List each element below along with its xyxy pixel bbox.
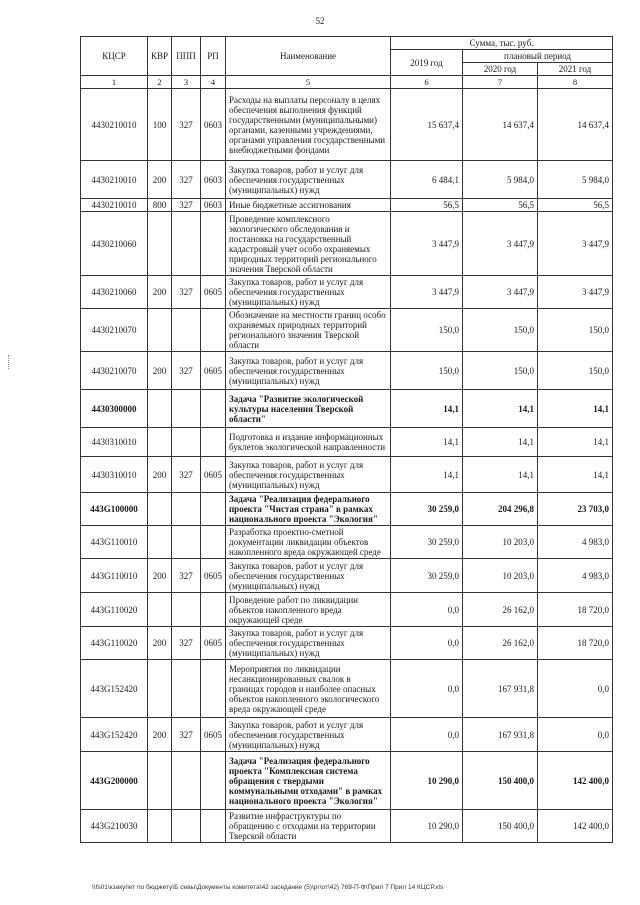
cell-2021: 14 637,4 — [538, 89, 613, 161]
cell-ppp — [172, 309, 201, 352]
cell-2019: 56,5 — [391, 199, 463, 212]
cell-2020: 14,1 — [463, 390, 538, 428]
table-row — [81, 428, 613, 457]
cell-ppp — [172, 593, 201, 627]
cell-rp: 0603 — [201, 161, 226, 199]
cell-rp: 0605 — [201, 627, 226, 660]
cell-2019: 30 259,0 — [391, 526, 463, 559]
table-row — [81, 89, 613, 161]
cell-2021: 14,1 — [538, 428, 613, 457]
cell-ppp — [172, 493, 201, 526]
header-name: Наименование — [226, 37, 391, 76]
cell-2019: 0,0 — [391, 627, 463, 660]
column-number: 4 — [201, 76, 226, 89]
cell-rp: 0603 — [201, 89, 226, 161]
cell-ppp — [172, 390, 201, 428]
cell-2019: 0,0 — [391, 718, 463, 752]
cell-kcsr: 4430310010 — [81, 428, 148, 457]
cell-ppp — [172, 428, 201, 457]
cell-rp — [201, 212, 226, 276]
column-number: 3 — [172, 76, 201, 89]
table-row — [81, 526, 613, 559]
budget-table — [80, 36, 613, 843]
column-number: 8 — [538, 76, 613, 89]
cell-2021: 14,1 — [538, 390, 613, 428]
cell-ppp: 327 — [172, 457, 201, 493]
cell-name: Закупка товаров, работ и услуг для обеспечения государственных (муниципальных) нужд — [226, 627, 391, 660]
cell-2020: 14,1 — [463, 457, 538, 493]
header-2020: 2020 год — [463, 63, 538, 76]
cell-2019: 30 259,0 — [391, 493, 463, 526]
cell-2021: 18 720,0 — [538, 593, 613, 627]
cell-rp — [201, 390, 226, 428]
cell-kcsr: 443G152420 — [81, 718, 148, 752]
table-row — [81, 810, 613, 843]
column-number-row — [81, 76, 613, 89]
cell-ppp: 327 — [172, 276, 201, 309]
cell-name: Проведение комплексного экологического обследования и постановка на государственный кадастровый учет особо охраняемых природных территорий регионального значения Тверской области — [226, 212, 391, 276]
cell-2021: 14,1 — [538, 457, 613, 493]
cell-kvr — [148, 593, 172, 627]
cell-kcsr: 443G110010 — [81, 559, 148, 593]
cell-2021: 150,0 — [538, 309, 613, 352]
header-kcsr: КЦСР — [81, 37, 148, 76]
header-2021: 2021 год — [538, 63, 613, 76]
cell-2020: 10 203,0 — [463, 526, 538, 559]
cell-kcsr: 4430310010 — [81, 457, 148, 493]
cell-name: Задача "Реализация федерального проекта "Комплексная система обращения с твердыми коммунальными отходами" в рамках национального проекта "Экология" — [226, 752, 391, 810]
header-ppp: ППП — [172, 37, 201, 76]
cell-kcsr: 4430210070 — [81, 309, 148, 352]
table-row — [81, 752, 613, 810]
cell-2019: 3 447,9 — [391, 212, 463, 276]
header-kvr: КВР — [148, 37, 172, 76]
cell-2020: 26 162,0 — [463, 593, 538, 627]
cell-name: Подготовка и издание информационных буклетов экологической направленности — [226, 428, 391, 457]
margin-mark — [8, 355, 10, 369]
cell-2021: 5 984,0 — [538, 161, 613, 199]
cell-kcsr: 443G210030 — [81, 810, 148, 843]
cell-kvr: 200 — [148, 559, 172, 593]
cell-2020: 14,1 — [463, 428, 538, 457]
cell-rp — [201, 810, 226, 843]
column-number: 1 — [81, 76, 148, 89]
cell-2020: 150 400,0 — [463, 752, 538, 810]
cell-kvr: 200 — [148, 161, 172, 199]
cell-name: Закупка товаров, работ и услуг для обеспечения государственных (муниципальных) нужд — [226, 352, 391, 390]
cell-2019: 6 484,1 — [391, 161, 463, 199]
cell-2020: 167 931,8 — [463, 718, 538, 752]
cell-rp — [201, 660, 226, 718]
cell-kcsr: 4430300000 — [81, 390, 148, 428]
cell-kcsr: 443G200000 — [81, 752, 148, 810]
cell-2019: 30 259,0 — [391, 559, 463, 593]
cell-2020: 14 637,4 — [463, 89, 538, 161]
table-row — [81, 352, 613, 390]
cell-2021: 4 983,0 — [538, 526, 613, 559]
cell-2020: 5 984,0 — [463, 161, 538, 199]
cell-2021: 150,0 — [538, 352, 613, 390]
cell-2020: 150,0 — [463, 309, 538, 352]
cell-2021: 0,0 — [538, 660, 613, 718]
cell-kvr — [148, 212, 172, 276]
cell-2021: 0,0 — [538, 718, 613, 752]
header-plan-period: плановый период — [463, 50, 613, 63]
cell-2020: 150 400,0 — [463, 810, 538, 843]
table-row — [81, 593, 613, 627]
table-row — [81, 276, 613, 309]
cell-kcsr: 4430210060 — [81, 276, 148, 309]
cell-ppp: 327 — [172, 199, 201, 212]
table-row — [81, 212, 613, 276]
cell-kvr — [148, 428, 172, 457]
cell-kcsr: 4430210060 — [81, 212, 148, 276]
cell-kvr — [148, 752, 172, 810]
cell-name: Обозначение на местности границ особо охраняемых природных территорий регионального значения Тверской области — [226, 309, 391, 352]
cell-2021: 23 703,0 — [538, 493, 613, 526]
cell-kvr: 200 — [148, 276, 172, 309]
table-row — [81, 309, 613, 352]
cell-kvr: 200 — [148, 352, 172, 390]
cell-ppp — [172, 526, 201, 559]
cell-kvr — [148, 493, 172, 526]
table-row — [81, 660, 613, 718]
cell-2020: 204 296,8 — [463, 493, 538, 526]
cell-name: Проведение работ по ликвидации объектов накопленного вреда окружающей среде — [226, 593, 391, 627]
cell-kcsr: 443G110010 — [81, 526, 148, 559]
cell-2019: 14,1 — [391, 457, 463, 493]
table-row — [81, 627, 613, 660]
cell-ppp — [172, 660, 201, 718]
cell-rp — [201, 526, 226, 559]
cell-ppp — [172, 752, 201, 810]
cell-kvr: 100 — [148, 89, 172, 161]
cell-2020: 56,5 — [463, 199, 538, 212]
header-sum: Сумма, тыс. руб. — [391, 37, 613, 50]
cell-rp: 0605 — [201, 718, 226, 752]
cell-2019: 0,0 — [391, 593, 463, 627]
table-row — [81, 161, 613, 199]
cell-ppp: 327 — [172, 352, 201, 390]
cell-rp: 0605 — [201, 559, 226, 593]
cell-2021: 56,5 — [538, 199, 613, 212]
table-row — [81, 559, 613, 593]
cell-rp — [201, 752, 226, 810]
cell-name: Задача "Реализация федерального проекта "Чистая страна" в рамках национального проекта "Экология" — [226, 493, 391, 526]
cell-kvr — [148, 309, 172, 352]
page-number: 52 — [315, 16, 325, 26]
cell-name: Закупка товаров, работ и услуг для обеспечения государственных (муниципальных) нужд — [226, 718, 391, 752]
cell-kcsr: 4430210010 — [81, 199, 148, 212]
cell-kvr: 200 — [148, 627, 172, 660]
cell-kvr — [148, 660, 172, 718]
cell-name: Задача "Развитие экологической культуры населения Тверской области" — [226, 390, 391, 428]
cell-ppp: 327 — [172, 627, 201, 660]
cell-rp — [201, 428, 226, 457]
cell-kcsr: 4430210010 — [81, 89, 148, 161]
header-2019: 2019 год — [391, 50, 463, 76]
cell-name: Разработка проектно-сметной документации ликвидации объектов накопленного вреда окружающей среде — [226, 526, 391, 559]
cell-kvr — [148, 810, 172, 843]
cell-2019: 14,1 — [391, 428, 463, 457]
cell-kvr — [148, 526, 172, 559]
cell-rp — [201, 309, 226, 352]
cell-2021: 142 400,0 — [538, 810, 613, 843]
cell-name: Закупка товаров, работ и услуг для обеспечения государственных (муниципальных) нужд — [226, 276, 391, 309]
table-row — [81, 199, 613, 212]
cell-name: Иные бюджетные ассигнования — [226, 199, 391, 212]
cell-2021: 18 720,0 — [538, 627, 613, 660]
cell-kcsr: 4430210010 — [81, 161, 148, 199]
cell-kcsr: 443G152420 — [81, 660, 148, 718]
cell-ppp: 327 — [172, 559, 201, 593]
cell-ppp: 327 — [172, 161, 201, 199]
cell-name: Расходы на выплаты персоналу в целях обеспечения выполнения функций государственными (муниципальными) органами, казенными учреждениями, органами управления государственными внебюджетными фондами — [226, 89, 391, 161]
cell-2021: 3 447,9 — [538, 212, 613, 276]
cell-2019: 150,0 — [391, 309, 463, 352]
cell-2019: 10 290,0 — [391, 752, 463, 810]
cell-2020: 26 162,0 — [463, 627, 538, 660]
cell-2021: 142 400,0 — [538, 752, 613, 810]
cell-2020: 150,0 — [463, 352, 538, 390]
cell-rp: 0605 — [201, 457, 226, 493]
cell-2019: 14,1 — [391, 390, 463, 428]
cell-ppp: 327 — [172, 718, 201, 752]
cell-ppp: 327 — [172, 89, 201, 161]
cell-2021: 3 447,9 — [538, 276, 613, 309]
cell-rp: 0605 — [201, 276, 226, 309]
cell-name: Закупка товаров, работ и услуг для обеспечения государственных (муниципальных) нужд — [226, 457, 391, 493]
table-row — [81, 457, 613, 493]
cell-2020: 3 447,9 — [463, 276, 538, 309]
cell-name: Развитие инфраструктуры по обращению с отходами на территории Тверской области — [226, 810, 391, 843]
cell-2019: 150,0 — [391, 352, 463, 390]
cell-kvr: 800 — [148, 199, 172, 212]
cell-kcsr: 443G110020 — [81, 627, 148, 660]
cell-name: Закупка товаров, работ и услуг для обеспечения государственных (муниципальных) нужд — [226, 559, 391, 593]
table-row — [81, 493, 613, 526]
cell-2021: 4 983,0 — [538, 559, 613, 593]
table-body — [81, 89, 613, 843]
cell-rp: 0605 — [201, 352, 226, 390]
cell-2019: 10 290,0 — [391, 810, 463, 843]
cell-ppp — [172, 212, 201, 276]
table-row — [81, 390, 613, 428]
cell-kvr: 200 — [148, 718, 172, 752]
cell-2020: 167 931,8 — [463, 660, 538, 718]
cell-rp: 0603 — [201, 199, 226, 212]
cell-kvr: 200 — [148, 457, 172, 493]
cell-kcsr: 4430210070 — [81, 352, 148, 390]
header-rp: РП — [201, 37, 226, 76]
cell-2019: 3 447,9 — [391, 276, 463, 309]
table-row — [81, 718, 613, 752]
cell-2019: 0,0 — [391, 660, 463, 718]
cell-kcsr: 443G100000 — [81, 493, 148, 526]
column-number: 7 — [463, 76, 538, 89]
cell-2019: 15 637,4 — [391, 89, 463, 161]
column-number: 6 — [391, 76, 463, 89]
column-number: 2 — [148, 76, 172, 89]
cell-rp — [201, 593, 226, 627]
cell-kcsr: 443G110020 — [81, 593, 148, 627]
cell-name: Закупка товаров, работ и услуг для обеспечения государственных (муниципальных) нужд — [226, 161, 391, 199]
cell-name: Мероприятия по ликвидации несанкционированных свалок в границах городов и наиболее опасных объектов накопленного экологического вреда окружающей среде — [226, 660, 391, 718]
cell-rp — [201, 493, 226, 526]
column-number: 5 — [226, 76, 391, 89]
cell-ppp — [172, 810, 201, 843]
cell-kvr — [148, 390, 172, 428]
file-path-footer: \\fs01\кзакупет по бюджету\Б севы\Документы комитета\42 заседание (5)\рг\от\42) 769-П-Ф\Прил 7 Прил 14 КЦСР.xls — [92, 884, 444, 891]
cell-2020: 10 203,0 — [463, 559, 538, 593]
cell-2020: 3 447,9 — [463, 212, 538, 276]
